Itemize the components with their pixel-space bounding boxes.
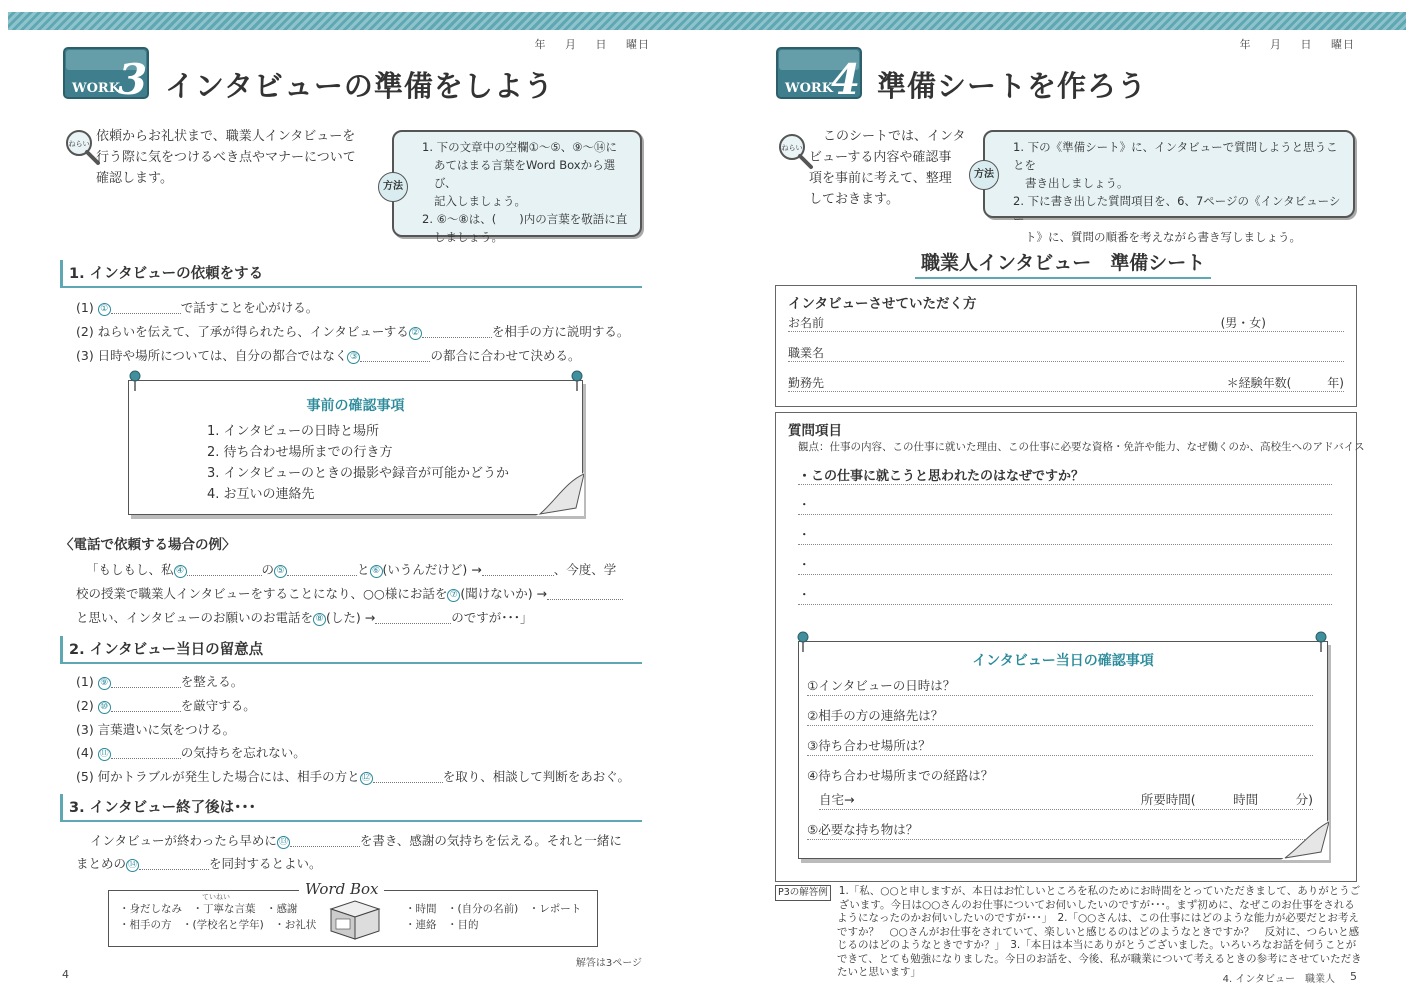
- note-list: 1. インタビューの日時と場所 2. 待ち合わせ場所までの行き方 3. インタビューのときの撮影や録音が可能かどうか 4. お互いの連絡先: [207, 424, 510, 502]
- page-title: インタビューの準備をしよう: [165, 69, 554, 103]
- check-line[interactable]: ⑤必要な持ち物は？: [807, 820, 1313, 840]
- svg-text:3: 3: [118, 55, 148, 100]
- question-line[interactable]: ・: [798, 525, 1332, 545]
- box-icon: [327, 899, 383, 941]
- note-title: インタビュー当日の確認事項: [972, 653, 1154, 669]
- list-item: (2) ねらいを伝えて、了承が得られたら、インタビューする ② を相手の方に説明する。: [76, 324, 630, 339]
- page-title: 準備シートを作ろう: [877, 69, 1148, 103]
- date-line: 年 月 日 曜日: [1239, 38, 1355, 51]
- question-line[interactable]: ・: [798, 585, 1332, 605]
- answer-examples: [775, 885, 1365, 980]
- note-title: 事前の確認事項: [306, 398, 405, 414]
- phone-example-heading: 〈電話で依頼する場合の例〉: [60, 537, 236, 553]
- list-item: (5) 何かトラブルが発生した場合には、相手の方と ⑫ を取り、相談して判断をあおぐ。: [76, 769, 630, 784]
- list-item: (1) ⑨ を整える。: [76, 674, 244, 689]
- footer-label: 4. インタビュー 職業人: [1222, 974, 1335, 985]
- method-box: 方法 1. 下の文章中の空欄①〜⑤、⑨〜⑭に あてはまる言葉をWord Boxから選び、 記入しましょう。 2. ⑥〜⑧は、( )内の言葉を敬語に直 しましょう。: [392, 130, 642, 237]
- body-line: まとめの ⑭ を同封するとよい。: [76, 856, 322, 871]
- method-box: 方法 1. 下の《準備シート》に、インタビューで質問しようと思うことを 書き出しましょう。 2. 下に書き出した質問項目を、6、7ページの《インタビューシー ト》に、質問の順番を考えながら書き写しましょう。: [983, 130, 1355, 218]
- phone-example-line: 校の授業で職業人インタビューをすることになり、○○様にお話を ⑦ (聞けないか) →: [76, 584, 623, 602]
- left-page: [50, 30, 650, 995]
- check-line[interactable]: ②相手の方の連絡先は？: [807, 706, 1313, 726]
- answer-tag: P3の解答例: [775, 885, 831, 901]
- job-field[interactable]: 職業名: [788, 344, 1344, 362]
- questions-hint: 観点：仕事の内容、この仕事に就いた理由、この仕事に必要な資格・免許や能力、なぜ働くのか、高校生へのアドバイス: [798, 441, 1365, 453]
- check-line[interactable]: ①インタビューの日時は？: [807, 676, 1313, 696]
- method-tag: 方法: [378, 172, 408, 202]
- body-line: インタビューが終わったら早めに ⑬ を書き、感謝の気持ちを伝える。それと一緒に: [90, 833, 622, 848]
- work-badge-icon: [62, 46, 150, 100]
- svg-text:WORK: WORK: [72, 81, 121, 96]
- questions-box: [775, 412, 1365, 882]
- word-box-title: Word Box: [299, 880, 384, 898]
- pushpin-icon: [1314, 631, 1328, 653]
- route-line[interactable]: 自宅→ 所要時間( 時間 分): [819, 790, 1313, 810]
- phone-example-line: と思い、インタビューのお願いのお電話を ⑧ (した) → のですが･･･」: [76, 610, 533, 625]
- sheet-title: 職業人インタビュー 準備シート: [915, 248, 1211, 279]
- page-number: 5: [1350, 970, 1357, 983]
- svg-text:ねらい: ねらい: [781, 144, 803, 152]
- page-number: 4: [62, 968, 69, 981]
- section-heading-3: 3. インタビュー終了後は･･･: [60, 794, 642, 822]
- questions-heading: 質問項目: [788, 423, 842, 439]
- pre-check-note: [128, 380, 583, 515]
- pushpin-icon: [128, 370, 142, 392]
- svg-text:WORK: WORK: [785, 81, 834, 96]
- list-item: (1) ① で話すことを心がける。: [76, 300, 319, 315]
- pushpin-icon: [570, 370, 584, 392]
- word-list: ・時間 ・(自分の名前) ・レポート ・連絡 ・目的: [405, 903, 582, 931]
- svg-text:ねらい: ねらい: [68, 140, 90, 148]
- right-page: [765, 30, 1365, 995]
- question-line[interactable]: ・この仕事に就こうと思われたのはなぜですか？: [798, 465, 1332, 485]
- ruby-text: ていねい: [202, 893, 230, 901]
- work-badge-icon: [775, 46, 863, 100]
- list-item: (2) ⑩ を厳守する。: [76, 698, 256, 713]
- check-line: ④待ち合わせ場所までの経路は？: [807, 768, 994, 783]
- word-list: ・身だしなみ ・丁寧な言葉 ・感謝 ・相手の方 ・(学校名と学年) ・お礼状: [119, 903, 317, 931]
- word-box: [108, 880, 598, 947]
- page-curl-icon: [1281, 820, 1329, 860]
- aim-text: このシートでは、インタ ビューする内容や確認事 項を事前に考えて、整理 しておきます。: [809, 129, 966, 207]
- list-item: (3) 言葉遣いに気をつける。: [76, 722, 236, 737]
- question-line[interactable]: ・: [798, 555, 1332, 575]
- section-heading-1: 1. インタビューの依頼をする: [60, 260, 642, 288]
- answer-text: 1.「私、○○と申しますが、本日はお忙しいところを私のためにお時間をとっていただきまして、ありがとうございます。今日は○○さんのお仕事についてお伺いしたいのですが･･･。まず初めに、なぜこのお仕事をされるようになったのかお伺いしたいのですが･･･」 2.「○○さんは、この仕事にはどのような能力が必要だとお考えですか？ ○○さんがお仕事をされていて、楽しいと感じるのはどのようなときですか？ 反対に、つらいと感じるのはどのようなときですか？」 3.「本日は本当にありがとうございました。いろいろなお話を伺うことができて、とても勉強になりました。今日のお話を、今後、私が職業について考えるときの参考にさせていただきたいと思います」: [837, 885, 1362, 978]
- phone-example-line: 「もしもし、私 ④ の ⑤ と ⑥ (いうんだけど) → 、今度、学: [86, 562, 617, 577]
- date-line: 年 月 日 曜日: [534, 38, 650, 51]
- section-heading-2: 2. インタビュー当日の留意点: [60, 636, 642, 664]
- check-line[interactable]: ③待ち合わせ場所は？: [807, 736, 1313, 756]
- list-item: (4) ⑪ の気持ちを忘れない。: [76, 745, 306, 760]
- profile-heading: インタビューさせていただく方: [788, 296, 977, 312]
- day-check-note: [798, 641, 1328, 859]
- workplace-field[interactable]: 勤務先 ＊経験年数( 年): [788, 376, 1344, 390]
- aim-text: 依頼からお礼状まで、職業人インタビューを 行う際に気をつけるべき点やマナーについて 確認します。: [96, 129, 356, 186]
- page-curl-icon: [536, 472, 584, 516]
- question-line[interactable]: ・: [798, 495, 1332, 515]
- top-stripe-band: [8, 12, 1406, 30]
- answer-reference: 解答は3ページ: [575, 958, 642, 969]
- pushpin-icon: [796, 631, 810, 653]
- list-item: (3) 日時や場所については、自分の都合ではなく ③ の都合に合わせて決める。: [76, 348, 581, 363]
- method-tag: 方法: [969, 160, 999, 190]
- svg-text:4: 4: [831, 55, 861, 100]
- profile-box: [775, 285, 1357, 407]
- name-field[interactable]: お名前 (男・女): [788, 314, 1344, 332]
